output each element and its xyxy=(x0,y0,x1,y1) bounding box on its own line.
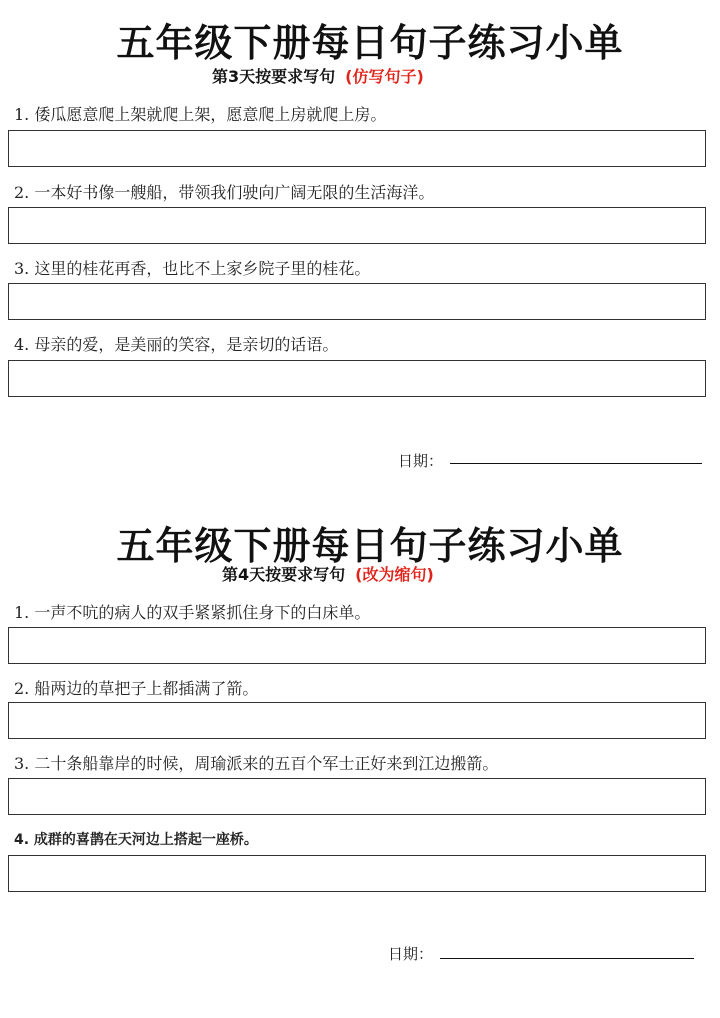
subtitle-instruction: 第3天按要求写句 xyxy=(212,67,336,86)
subtitle-task-tag: (仿写句子) xyxy=(345,67,424,86)
date-label: 日期： xyxy=(398,452,444,470)
worksheet-subtitle xyxy=(212,64,424,87)
subtitle-task-tag: (改为缩句) xyxy=(355,565,434,584)
answer-box-4[interactable] xyxy=(8,360,706,397)
answer-box-2[interactable] xyxy=(8,207,706,244)
answer-box-3[interactable] xyxy=(8,283,706,320)
worksheet-day-3 xyxy=(0,0,720,500)
date-input-line[interactable] xyxy=(450,463,702,464)
question-3: 3. 二十条船靠岸的时候，周瑜派来的五百个军士正好来到江边搬箭。 xyxy=(14,754,499,773)
date-input-line[interactable] xyxy=(440,958,694,959)
answer-box-3[interactable] xyxy=(8,778,706,815)
question-2: 2. 一本好书像一艘船，带领我们驶向广阔无限的生活海洋。 xyxy=(14,183,435,202)
worksheet-subtitle xyxy=(222,562,434,585)
subtitle-instruction: 第4天按要求写句 xyxy=(222,565,346,584)
answer-box-1[interactable] xyxy=(8,130,706,167)
question-1: 1. 一声不吭的病人的双手紧紧抓住身下的白床单。 xyxy=(14,603,371,622)
question-4: 4. 母亲的爱，是美丽的笑容，是亲切的话语。 xyxy=(14,335,339,354)
question-4: 4. 成群的喜鹊在天河边上搭起一座桥。 xyxy=(14,832,258,848)
worksheet-day-4 xyxy=(0,505,720,1018)
worksheet-title: 五年级下册每日句子练习小单 xyxy=(116,21,624,65)
question-1: 1. 倭瓜愿意爬上架就爬上架，愿意爬上房就爬上房。 xyxy=(14,105,387,124)
answer-box-1[interactable] xyxy=(8,627,706,664)
date-label: 日期： xyxy=(388,945,434,963)
answer-box-2[interactable] xyxy=(8,702,706,739)
question-3: 3. 这里的桂花再香，也比不上家乡院子里的桂花。 xyxy=(14,259,371,278)
question-2: 2. 船两边的草把子上都插满了箭。 xyxy=(14,679,259,698)
answer-box-4[interactable] xyxy=(8,855,706,892)
worksheet-title: 五年级下册每日句子练习小单 xyxy=(116,524,624,568)
